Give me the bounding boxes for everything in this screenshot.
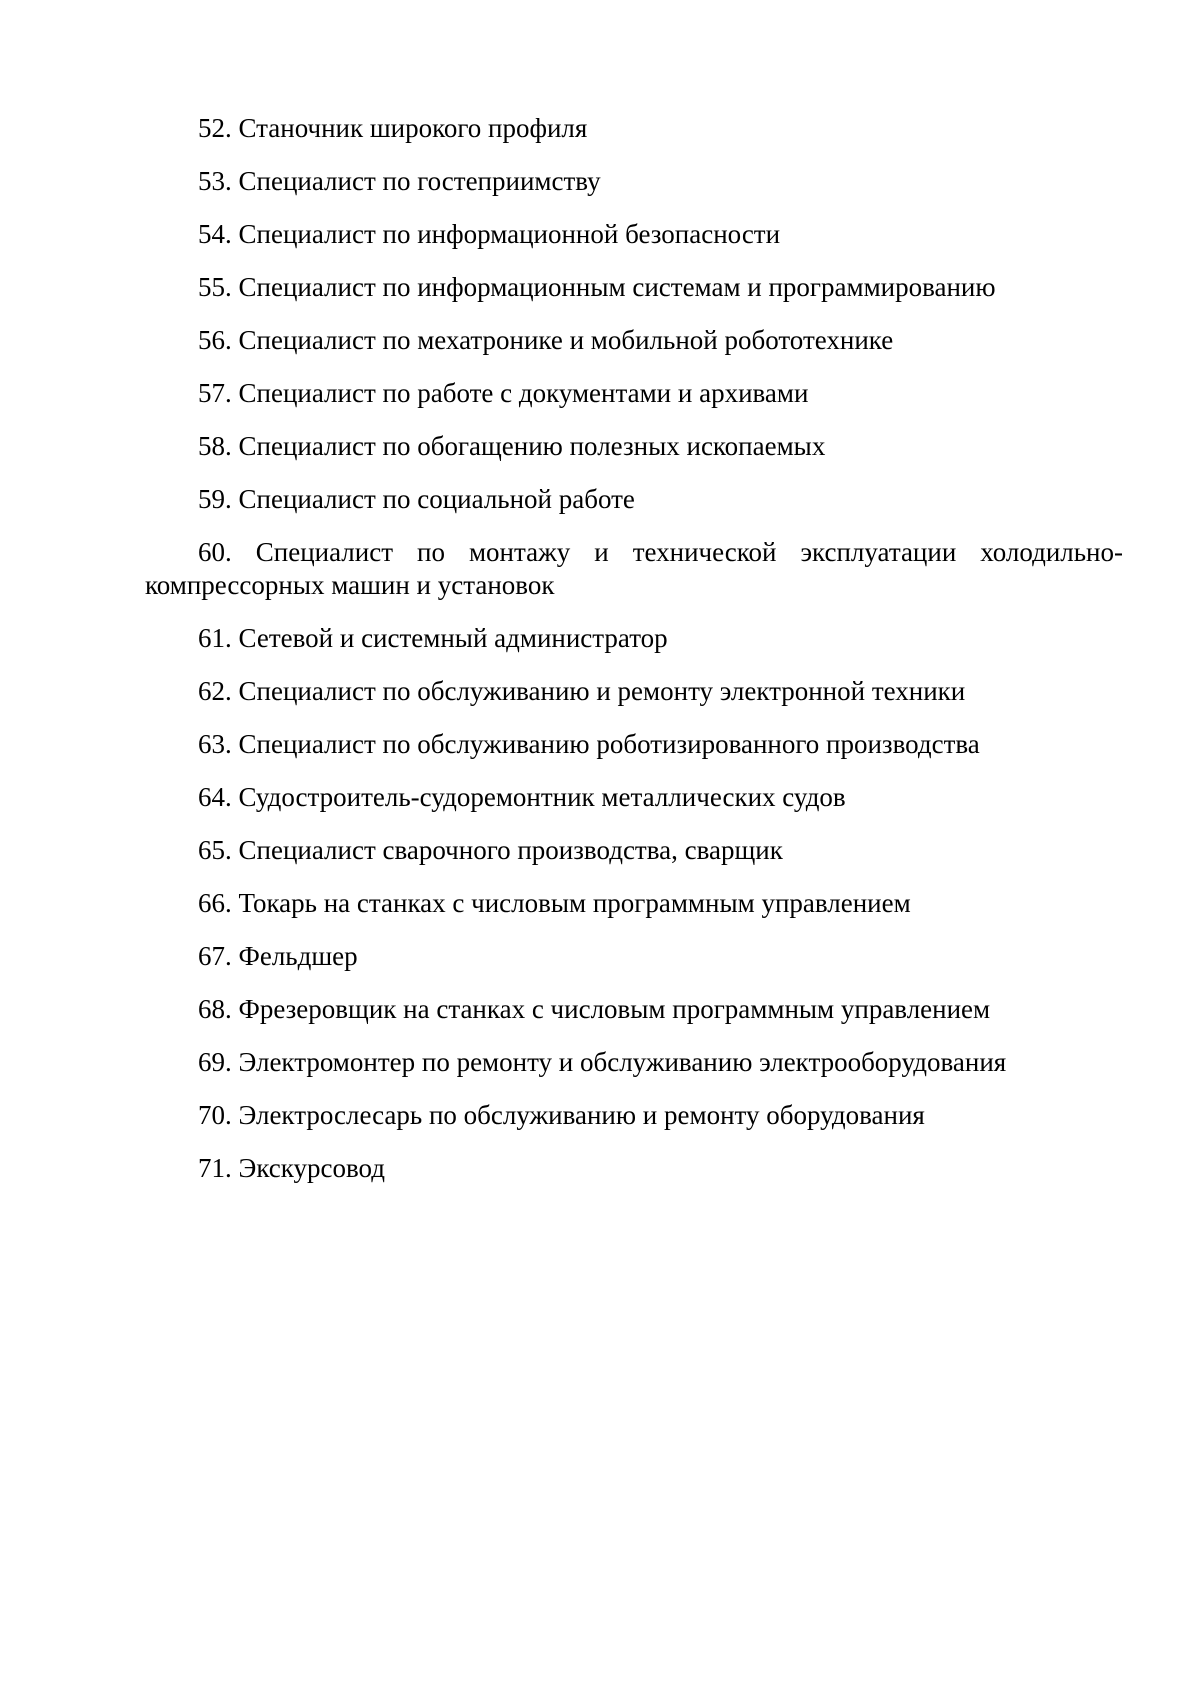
list-item: 70. Электрослесарь по обслуживанию и ремонту оборудования bbox=[198, 1100, 925, 1130]
list-item: 54. Специалист по информационной безопасности bbox=[198, 219, 781, 249]
profession-list bbox=[145, 112, 1123, 1205]
list-item: 62. Специалист по обслуживанию и ремонту электронной техники bbox=[198, 676, 966, 706]
list-item: 64. Судостроитель-судоремонтник металлических судов bbox=[198, 782, 846, 812]
list-item-line: компрессорных машин и установок bbox=[145, 570, 555, 600]
list-item: 71. Экскурсовод bbox=[198, 1153, 385, 1183]
list-item: 67. Фельдшер bbox=[198, 941, 358, 971]
list-item: 68. Фрезеровщик на станках с числовым программным управлением bbox=[198, 994, 991, 1024]
list-item: 69. Электромонтер по ремонту и обслуживанию электрооборудования bbox=[198, 1047, 1007, 1077]
list-item: 66. Токарь на станках с числовым программным управлением bbox=[198, 888, 911, 918]
list-item: 55. Специалист по информационным системам и программированию bbox=[198, 272, 996, 302]
list-item: 58. Специалист по обогащению полезных ископаемых bbox=[198, 431, 826, 461]
list-item: 57. Специалист по работе с документами и архивами bbox=[198, 378, 809, 408]
list-item: 63. Специалист по обслуживанию роботизированного производства bbox=[198, 729, 980, 759]
list-item: 61. Сетевой и системный администратор bbox=[198, 623, 668, 653]
list-item: 53. Специалист по гостеприимству bbox=[198, 166, 601, 196]
list-item-line: 60. Специалист по монтажу и технической эксплуатации холодильно- bbox=[198, 537, 1123, 567]
list-item: 56. Специалист по мехатронике и мобильной робототехнике bbox=[198, 325, 894, 355]
list-item: 65. Специалист сварочного производства, сварщик bbox=[198, 835, 783, 865]
list-item: 52. Станочник широкого профиля bbox=[198, 113, 588, 143]
list-item bbox=[145, 536, 1123, 602]
list-item: 59. Специалист по социальной работе bbox=[198, 484, 635, 514]
